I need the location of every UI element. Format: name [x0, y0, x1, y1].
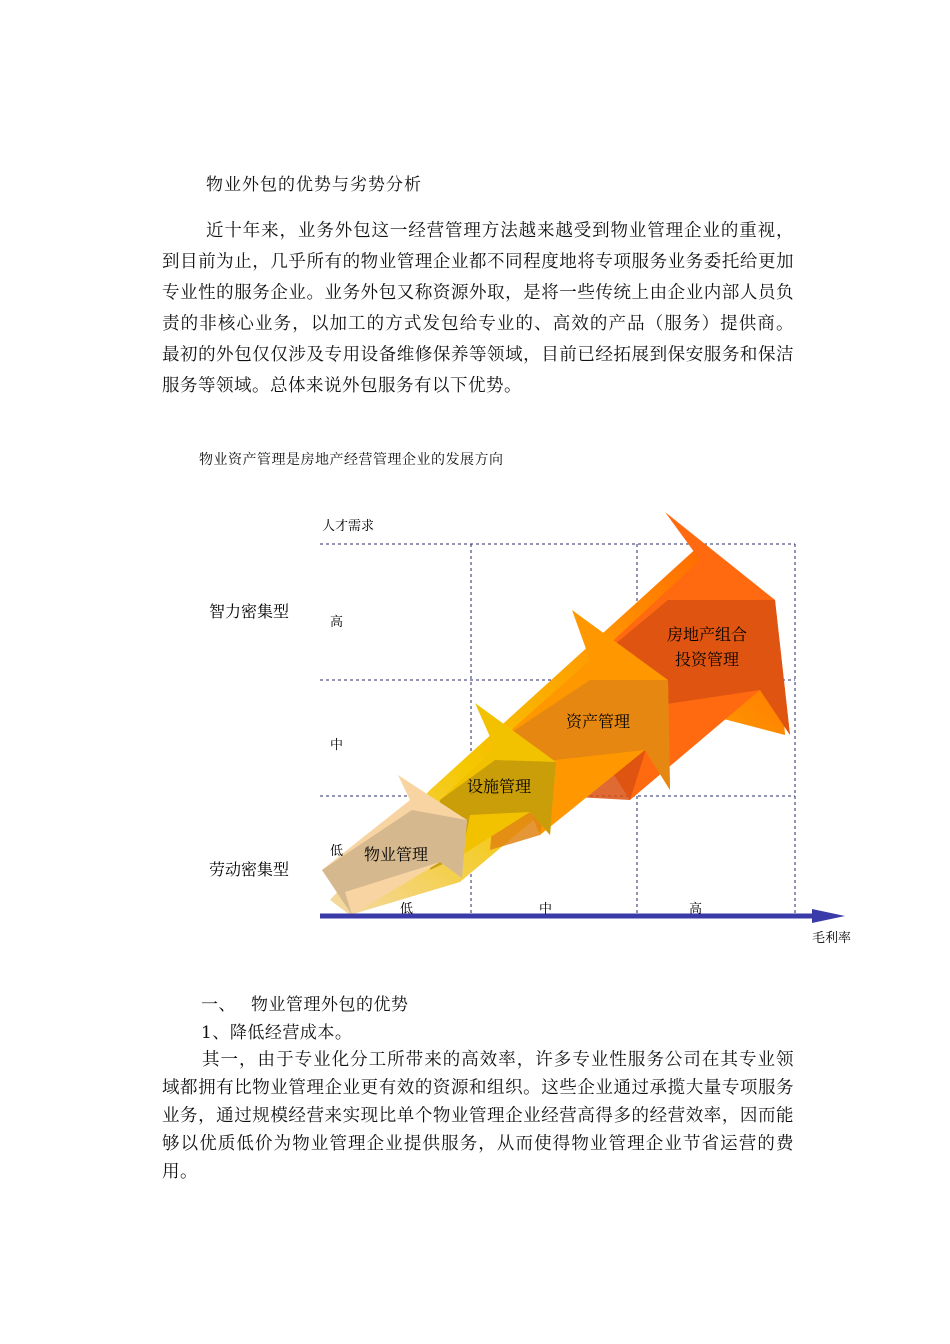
- arrow-label-portfolio-2: 投资管理: [675, 650, 740, 669]
- body-paragraph: 其一，由于专业化分工所带来的高效率，许多专业性服务公司在其专业领域都拥有比物业管理企业更有效的资源和组织。这些企业通过承揽大量专项服务业务，通过规模经营来实现比单个物业管理企业经营高得多的经营效率，因而能够以优质低价为物业管理企业提供服务，从而使得物业管理企业节省运营的费用。: [162, 1050, 794, 1182]
- left-label-intellectual: 智力密集型: [209, 602, 290, 621]
- arrow-label-asset: 资产管理: [566, 712, 631, 731]
- figure-caption: 物业资产管理是房地产经营管理企业的发展方向: [199, 452, 504, 468]
- arrow-label-property: 物业管理: [364, 845, 429, 864]
- subsection-heading: 1、降低经营成本。: [201, 1023, 353, 1043]
- y-level-high: 高: [330, 615, 344, 630]
- x-level-low: 低: [400, 902, 414, 917]
- x-axis-label: 毛利率: [812, 931, 852, 946]
- y-level-low: 低: [330, 844, 344, 859]
- x-level-high: 高: [689, 902, 703, 917]
- y-axis-label: 人才需求: [322, 519, 375, 534]
- left-label-labor: 劳动密集型: [209, 860, 290, 879]
- arrow-label-portfolio-1: 房地产组合: [667, 625, 748, 644]
- document-title: 物业外包的优势与劣势分析: [206, 175, 422, 195]
- x-axis-arrowhead: [812, 909, 845, 923]
- section-heading: [201, 990, 409, 1015]
- section-title: 物业管理外包的优势: [251, 995, 409, 1015]
- section-number: 一、: [201, 995, 236, 1015]
- x-level-mid: 中: [539, 902, 553, 917]
- y-level-mid: 中: [330, 738, 344, 753]
- intro-paragraph: 近十年来，业务外包这一经营管理方法越来越受到物业管理企业的重视，到目前为止，几乎所有的物业管理企业都不同程度地将专项服务业务委托给更加专业性的服务企业。业务外包又称资源外取，是将一些传统上由企业内部人员负责的非核心业务，以加工的方式发包给专业的、高效的产品（服务）提供商。 最初的外包仅仅涉及专用设备维修保养等领域，目前已经拓展到保安服务和保洁服务等领域。总体来说外包服务有以下优势。: [162, 221, 794, 396]
- arrow-label-facility: 设施管理: [467, 777, 532, 796]
